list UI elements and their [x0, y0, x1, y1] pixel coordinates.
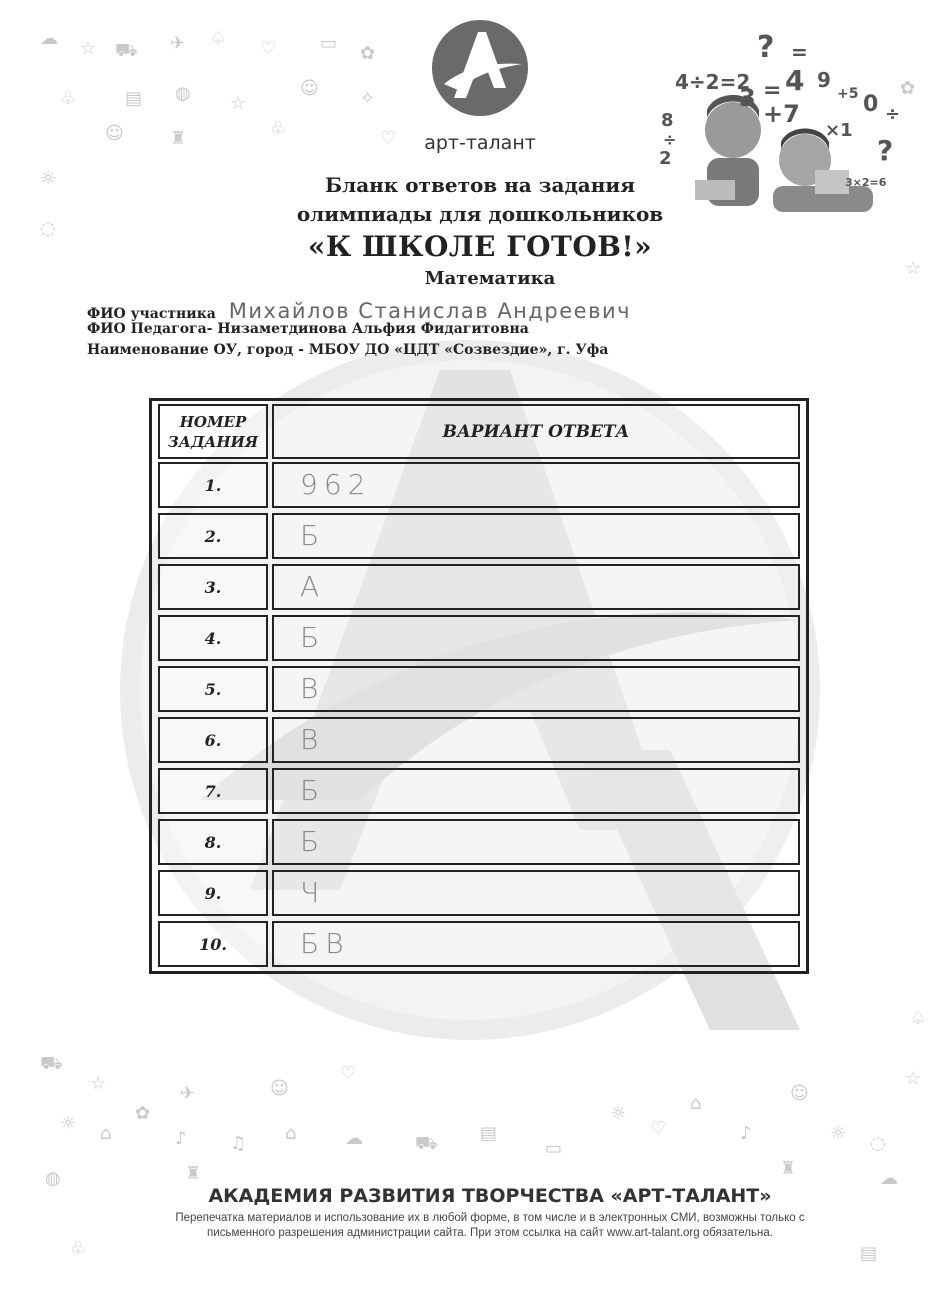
child-icon: ☺ [790, 1083, 809, 1104]
heart-icon: ♡ [260, 38, 277, 59]
cloud-icon: ☁ [40, 28, 58, 49]
handwritten-answer: Ч [300, 876, 326, 909]
olympiad-name: «К ШКОЛЕ ГОТОВ!» [307, 230, 653, 263]
participant-line [87, 299, 631, 323]
flower-icon: ✿ [135, 1103, 151, 1124]
child-icon: ☺ [105, 123, 124, 144]
math-text: 8 [661, 110, 674, 131]
task-number: 7. [158, 768, 268, 814]
star-icon: ✧ [360, 88, 376, 109]
flower-icon: ✿ [900, 78, 916, 99]
balloon-icon: ◍ [45, 1168, 61, 1189]
footer-organization: АКАДЕМИЯ РАЗВИТИЯ ТВОРЧЕСТВА «АРТ-ТАЛАНТ» [208, 1185, 772, 1207]
child-icon: ☺ [270, 1078, 289, 1099]
table-row [158, 666, 800, 712]
math-text: 3 [739, 84, 756, 112]
handwritten-answer: Б [300, 519, 326, 552]
icecream-icon: ♤ [210, 28, 227, 49]
icecream-icon: ♤ [910, 1008, 927, 1029]
rocket-icon: ♜ [170, 128, 187, 149]
child-icon: ☺ [300, 78, 319, 99]
book-icon: ▭ [320, 33, 338, 54]
task-number: 8. [158, 819, 268, 865]
footer-note-line: письменного разрешения администрации сайта. При этом ссылка на сайт www.art-talant.org обязательна. [207, 1227, 773, 1239]
sun-icon: ☼ [830, 1123, 847, 1144]
handwritten-answer: Б [300, 774, 326, 807]
bird-icon: ♪ [175, 1128, 187, 1149]
table-row [158, 819, 800, 865]
book-icon: ▤ [860, 1243, 878, 1264]
cloud-icon: ☁ [880, 1168, 898, 1189]
balloon-icon: ◍ [175, 83, 191, 104]
stroller-icon: ♧ [60, 88, 77, 109]
table-row [158, 921, 800, 967]
stroller-icon: ♧ [70, 1238, 87, 1259]
book-icon: ▤ [125, 88, 143, 109]
answer-cell [272, 768, 800, 814]
sun-icon: ☼ [60, 1113, 77, 1134]
header-answer-variant: ВАРИАНТ ОТВЕТА [272, 404, 800, 459]
handwritten-answer: БВ [300, 927, 350, 960]
math-text: = [791, 40, 808, 64]
table-row [158, 717, 800, 763]
sun-icon: ☼ [40, 168, 57, 189]
bird-icon: ♪ [740, 1123, 752, 1144]
handwritten-answer: 962 [300, 468, 372, 501]
answer-cell [272, 666, 800, 712]
math-text: 0 [863, 92, 879, 117]
house-icon: ⌂ [285, 1123, 297, 1144]
participant-label: ФИО участника [87, 306, 216, 322]
subject-name: Математика [424, 268, 556, 289]
math-text: +7 [763, 100, 800, 128]
task-number: 10. [158, 921, 268, 967]
table-row [158, 513, 800, 559]
rocket-icon: ✈ [170, 33, 186, 54]
math-text: +5 [837, 86, 859, 102]
flower-icon: ✿ [360, 43, 376, 64]
car-icon: ⛟ [115, 40, 138, 61]
answer-cell [272, 717, 800, 763]
form-subtitle: олимпиады для дошкольников [296, 202, 664, 226]
table-row [158, 768, 800, 814]
answer-cell [272, 615, 800, 661]
task-number: 6. [158, 717, 268, 763]
participant-name-handwritten: Михайлов Станислав Андреевич [228, 299, 632, 323]
header-task-number: НОМЕР ЗАДАНИЯ [158, 404, 268, 459]
stroller-icon: ♧ [270, 118, 287, 139]
answer-cell [272, 870, 800, 916]
handwritten-answer: А [300, 570, 326, 603]
table-row [158, 462, 800, 508]
table-header-row [158, 404, 800, 459]
cloud-icon: ☁ [345, 1128, 363, 1149]
table-row [158, 615, 800, 661]
table-row [158, 870, 800, 916]
math-text: ÷ [885, 104, 901, 125]
heart-icon: ♡ [650, 1118, 667, 1139]
task-number: 9. [158, 870, 268, 916]
house-icon: ⌂ [100, 1123, 112, 1144]
apple-icon: ◌ [870, 1133, 886, 1154]
bird-icon: ♫ [230, 1133, 247, 1154]
math-text: ? [757, 30, 775, 65]
rocket-icon: ♜ [185, 1163, 202, 1184]
star-icon: ☆ [230, 93, 247, 114]
handwritten-answer: В [300, 672, 325, 705]
handwritten-answer: Б [300, 621, 326, 654]
book-icon: ▤ [480, 1123, 498, 1144]
school-line: Наименование ОУ, город - МБОУ ДО «ЦДТ «Созвездие», г. Уфа [87, 342, 609, 358]
math-text: 3×2=6 [845, 176, 887, 189]
teacher-line: ФИО Педагога- Низаметдинова Альфия Фидагитовна [87, 321, 529, 337]
math-text: 4 [785, 64, 805, 97]
brand-name: арт-талант [424, 132, 536, 154]
answer-cell [272, 564, 800, 610]
task-number: 3. [158, 564, 268, 610]
task-number: 4. [158, 615, 268, 661]
math-text: ? [877, 134, 894, 167]
car-icon: ⛟ [40, 1053, 63, 1074]
task-number: 5. [158, 666, 268, 712]
table-row [158, 564, 800, 610]
star-icon: ☆ [905, 258, 922, 279]
plane-icon: ✈ [180, 1083, 196, 1104]
book-icon: ▭ [545, 1138, 563, 1159]
form-title: Бланк ответов на задания [325, 173, 635, 197]
math-text: 2 [659, 148, 672, 169]
art-talant-logo-icon [430, 18, 530, 118]
answer-cell [272, 462, 800, 508]
footer-note-line: Перепечатка материалов и использование их в любой форме, в том числе и в электронных СМИ, возможны только с [175, 1212, 805, 1224]
car-icon: ⛟ [415, 1133, 438, 1154]
footer-copyright-note [110, 1211, 870, 1241]
star-icon: ☆ [80, 38, 97, 59]
heart-icon: ♡ [340, 1063, 357, 1084]
math-text: = [763, 78, 782, 103]
handwritten-answer: В [300, 723, 325, 756]
answer-cell [272, 513, 800, 559]
house-icon: ⌂ [690, 1093, 702, 1114]
heart-icon: ♡ [380, 128, 397, 149]
math-text: ×1 [825, 120, 853, 141]
sun-icon: ☼ [610, 1103, 627, 1124]
handwritten-answer: Б [300, 825, 326, 858]
math-text: 9 [817, 68, 831, 92]
star-icon: ☆ [90, 1073, 107, 1094]
task-number: 1. [158, 462, 268, 508]
answer-cell [272, 921, 800, 967]
task-number: 2. [158, 513, 268, 559]
star-icon: ☆ [905, 1068, 922, 1089]
math-text: 4÷2=2 [675, 70, 751, 94]
answer-cell [272, 819, 800, 865]
answers-table [149, 398, 809, 974]
rocket-icon: ♜ [780, 1158, 797, 1179]
apple-icon: ◌ [40, 218, 56, 239]
math-text: ÷ [663, 130, 677, 149]
